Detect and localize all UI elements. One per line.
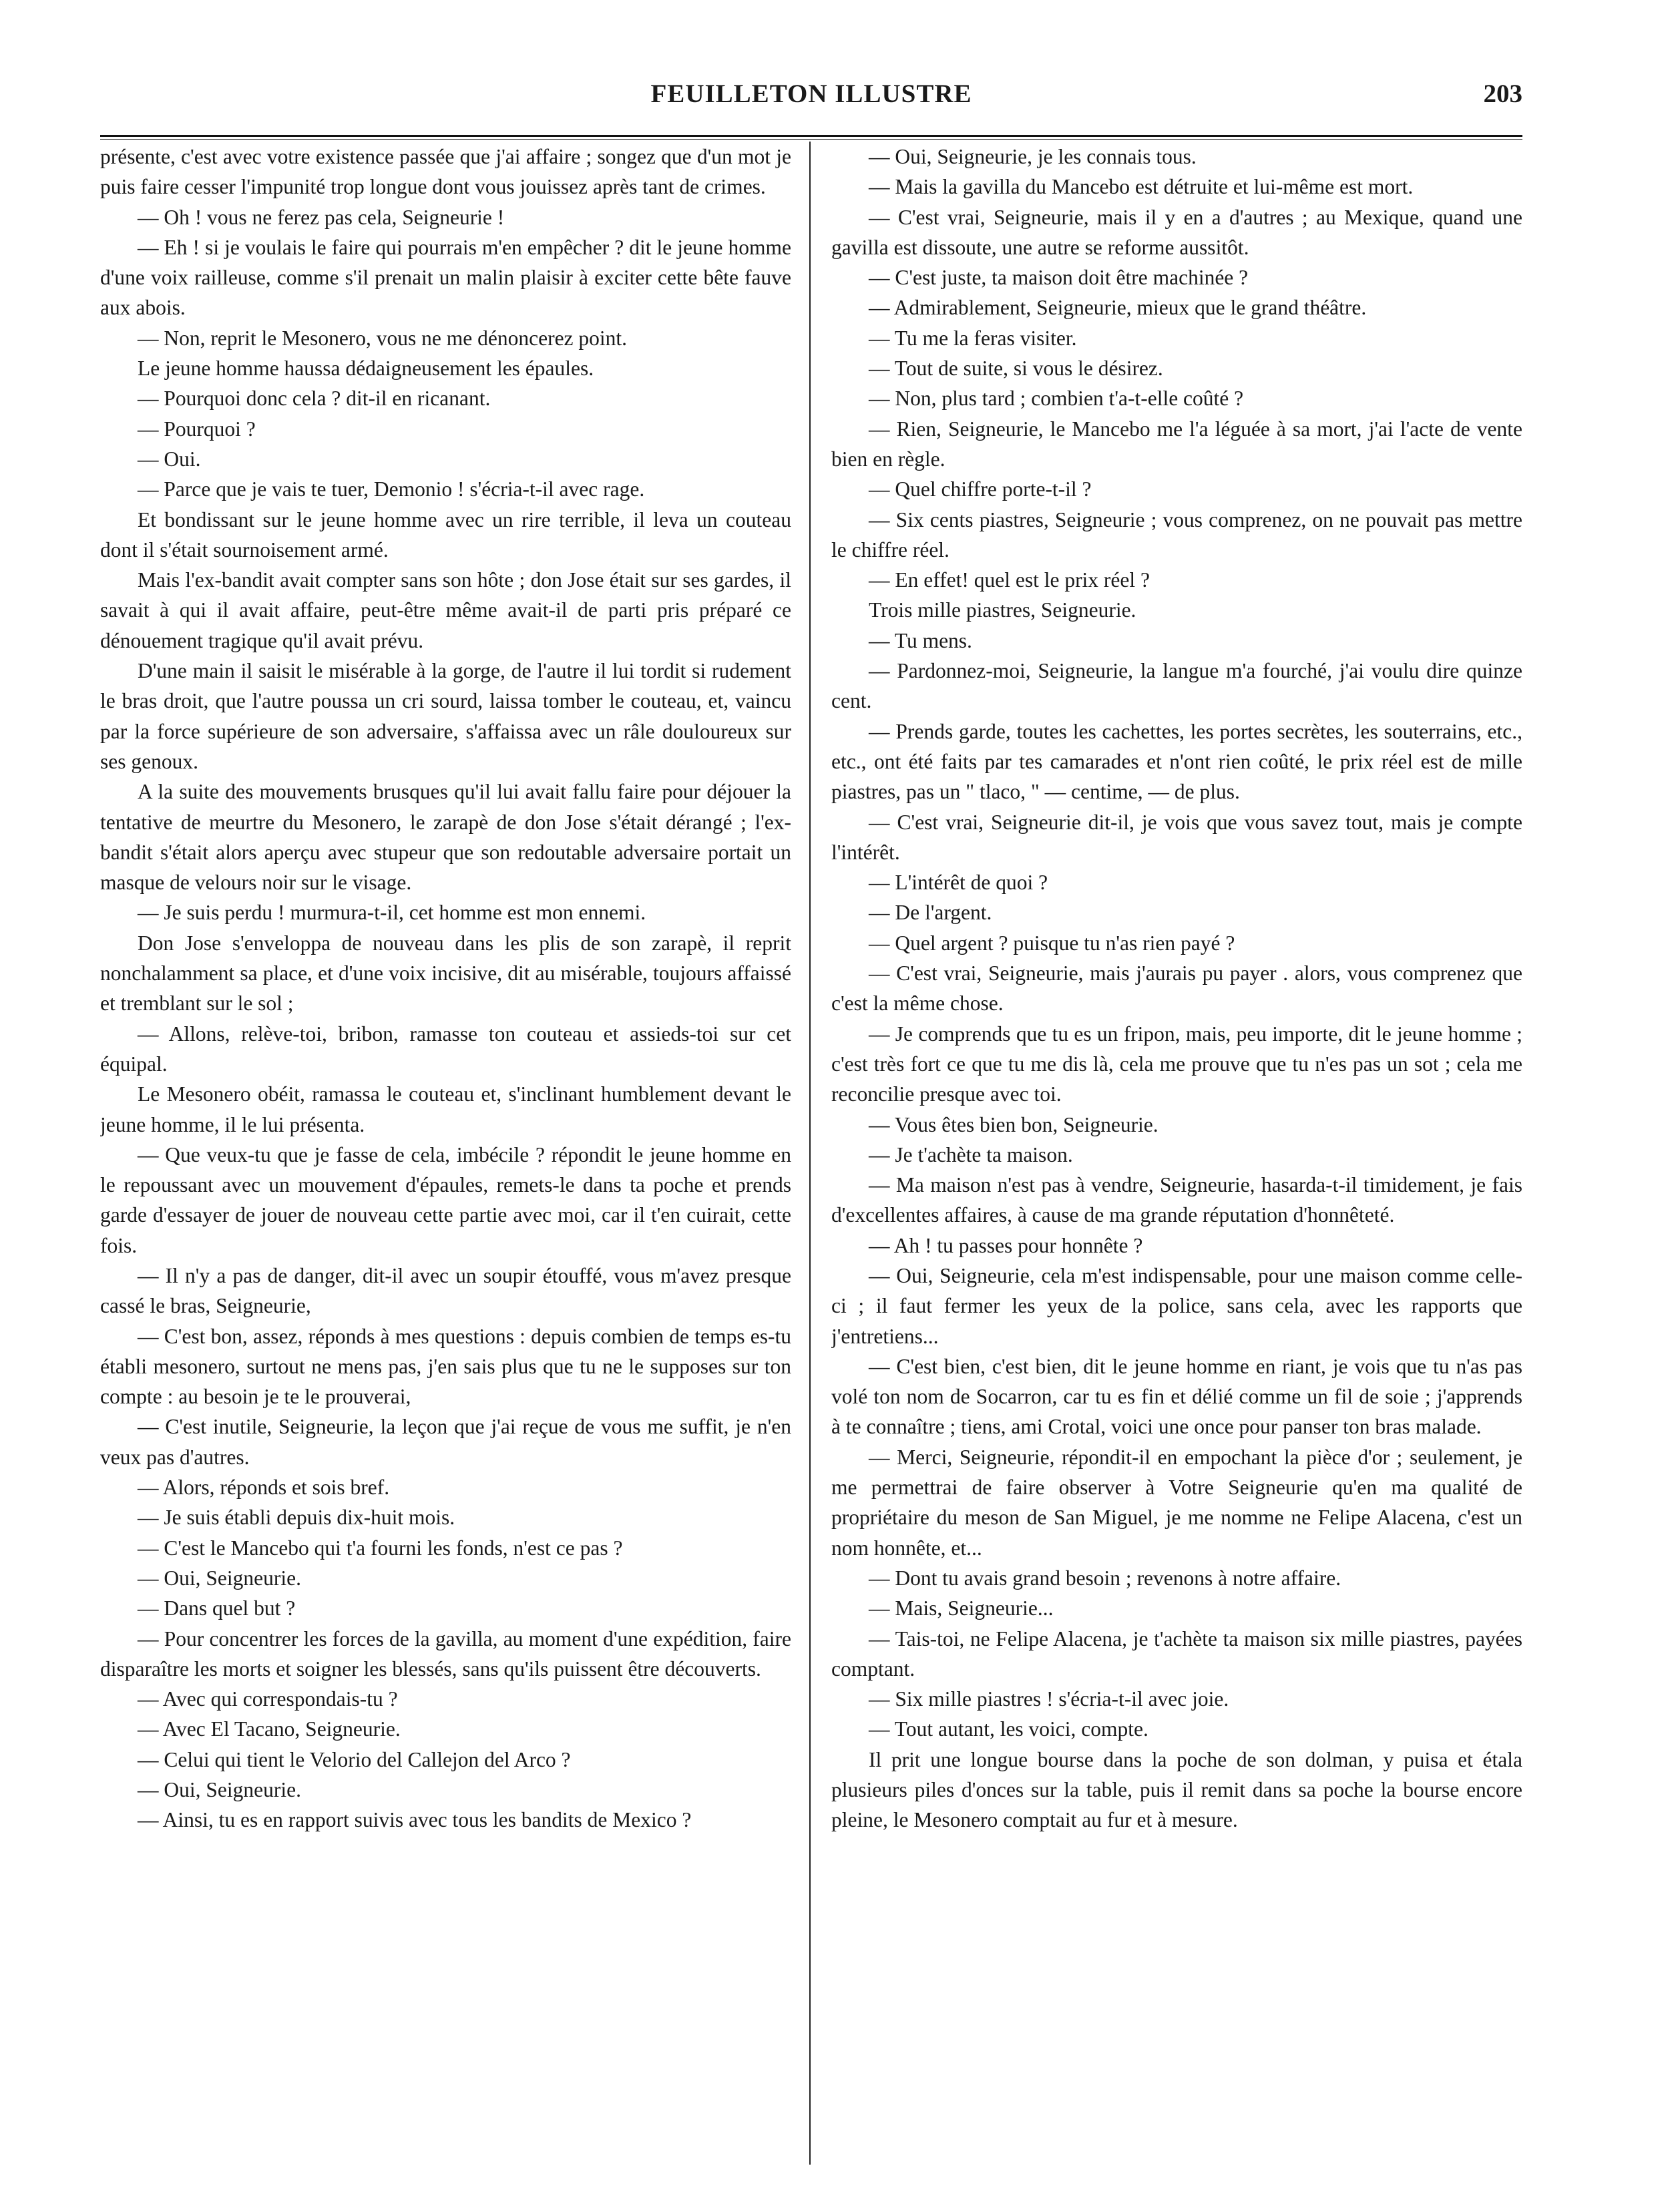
paragraph: — Tu me la feras visiter. — [869, 326, 1077, 350]
page-header — [100, 79, 1522, 126]
paragraph: — Tout de suite, si vous le désirez. — [869, 357, 1163, 381]
paragraph: — Alors, réponds et sois bref. — [138, 1476, 390, 1500]
paragraph: — Oui, Seigneurie, je les connais tous. — [869, 145, 1197, 168]
paragraph: — Mais, Seigneurie... — [869, 1596, 1054, 1620]
paragraph: — Oh ! vous ne ferez pas cela, Seigneurie ! — [138, 205, 505, 229]
paragraph: — Ah ! tu passes pour honnête ? — [869, 1233, 1143, 1257]
paragraph: A la suite des mouvements brusques qu'il lui avait fallu faire pour déjouer la tentative de meurtre du Mesonero, le zarapè de don Jose s'était dérangé ; l'ex-bandit s'était alors aperçu avec stupeur que son redoutable adversaire portait un masque de velours noir sur le visage. — [100, 780, 791, 895]
paragraph: Le jeune homme haussa dédaigneusement les épaules. — [138, 357, 594, 381]
paragraph: — Non, plus tard ; combien t'a-t-elle coûté ? — [869, 387, 1244, 411]
paragraph: — C'est vrai, Seigneurie, mais j'aurais pu payer . alors, vous comprenez que c'est la même chose. — [831, 961, 1522, 1016]
paragraph: — Eh ! si je voulais le faire qui pourrais m'en empêcher ? dit le jeune homme d'une voix railleuse, comme s'il prenait un malin plaisir à exciter cette bête fauve aux abois. — [100, 235, 791, 320]
paragraph: — C'est juste, ta maison doit être machinée ? — [869, 266, 1249, 290]
paragraph: — Que veux-tu que je fasse de cela, imbécile ? répondit le jeune homme en le repoussant avec un mouvement d'épaules, remets-le dans ta poche et prends garde d'essayer de jouer de nouveau cette partie avec moi, car il t'en cuirait, cette fois. — [100, 1142, 791, 1257]
left-column — [100, 142, 791, 2185]
paragraph: — Six mille piastres ! s'écria-t-il avec joie. — [869, 1687, 1229, 1711]
header-rule — [100, 135, 1522, 140]
paragraph: — Parce que je vais te tuer, Demonio ! s'écria-t-il avec rage. — [138, 477, 645, 501]
paragraph: D'une main il saisit le misérable à la gorge, de l'autre il lui tordit si rudement le bras droit, que l'autre poussa un cri sourd, laissa tomber le couteau, et, vaincu par la force supérieure de son adversaire, s'affaissa avec un râle douloureux sur ses genoux. — [100, 659, 791, 773]
paragraph: Le Mesonero obéit, ramassa le couteau et, s'inclinant humblement devant le jeune homme, il le lui présenta. — [100, 1082, 791, 1136]
paragraph: — Rien, Seigneurie, le Mancebo me l'a léguée à sa mort, j'ai l'acte de vente bien en règle. — [831, 417, 1522, 471]
paragraph: — C'est vrai, Seigneurie, mais il y en a d'autres ; au Mexique, quand une gavilla est dissoute, une autre se reforme aussitôt. — [831, 205, 1522, 259]
paragraph: Trois mille piastres, Seigneurie. — [869, 598, 1136, 622]
paragraph: — Celui qui tient le Velorio del Callejon del Arco ? — [138, 1747, 571, 1771]
paragraph: — C'est bien, c'est bien, dit le jeune homme en riant, je vois que tu n'as pas volé ton nom de Socarron, car tu es fin et délié comme un fil de soie ; j'apprends à te connaître ; tiens, ami Crotal, voici une once pour panser ton bras malade. — [831, 1354, 1522, 1439]
paragraph: — Quel chiffre porte-t-il ? — [869, 477, 1092, 501]
paragraph: — Dont tu avais grand besoin ; revenons à notre affaire. — [869, 1566, 1341, 1590]
paragraph: — Je comprends que tu es un fripon, mais, peu importe, dit le jeune homme ; c'est très fort ce que tu me dis là, cela me prouve que tu n'es pas un sot ; cela me reconcilie presque avec toi. — [831, 1022, 1522, 1106]
paragraph: — Dans quel but ? — [138, 1596, 296, 1620]
paragraph: Don Jose s'enveloppa de nouveau dans les plis de son zarapè, il reprit nonchalamment sa place, et d'une voix incisive, dit au misérable, toujours affaissé et tremblant sur le sol ; — [100, 931, 791, 1016]
paragraph: — Tu mens. — [869, 628, 972, 652]
right-column — [831, 142, 1522, 2185]
paragraph: Il prit une longue bourse dans la poche de son dolman, y puisa et étala plusieurs piles d'onces sur la table, puis il remit dans sa poche la bourse encore pleine, le Mesonero comptait au fur et à mesure. — [831, 1747, 1522, 1832]
paragraph: — Ma maison n'est pas à vendre, Seigneurie, hasarda-t-il timidement, je fais d'excellentes affaires, à cause de ma grande réputation d'honnêteté. — [831, 1173, 1522, 1227]
paragraph: — Non, reprit le Mesonero, vous ne me dénoncerez point. — [138, 326, 628, 350]
paragraph: — L'intérêt de quoi ? — [869, 871, 1048, 895]
paragraph: — Oui, Seigneurie. — [138, 1778, 301, 1802]
paragraph: — C'est bon, assez, réponds à mes questions : depuis combien de temps es-tu établi mesonero, surtout ne mens pas, j'en sais plus que tu ne le supposes sur ton compte : au besoin je te le prouverai, — [100, 1324, 791, 1409]
paragraph: — Prends garde, toutes les cachettes, les portes secrètes, les souterrains, etc., etc., ont été faits par tes camarades et n'ont rien coûté, le prix réel est de mille piastres, pas un " tlaco, " — centime, — de plus. — [831, 719, 1522, 804]
running-title: FEUILLETON ILLUSTRE — [650, 79, 972, 108]
paragraph: — Quel argent ? puisque tu n'as rien payé ? — [869, 931, 1235, 955]
paragraph: — Je suis perdu ! murmura-t-il, cet homme est mon ennemi. — [138, 901, 646, 925]
paragraph: — Oui, Seigneurie, cela m'est indispensable, pour une maison comme celle-ci ; il faut fermer les yeux de la police, sans cela, avec les rapports que j'entretiens... — [831, 1263, 1522, 1348]
paragraph: — Pour concentrer les forces de la gavilla, au moment d'une expédition, faire disparaître les morts et soigner les blessés, sans qu'ils puissent être découverts. — [100, 1626, 791, 1681]
paragraph: — Avec qui correspondais-tu ? — [138, 1687, 398, 1711]
paragraph: — Vous êtes bien bon, Seigneurie. — [869, 1112, 1159, 1136]
paragraph: présente, c'est avec votre existence passée que j'ai affaire ; songez que d'un mot je puis faire cesser l'impunité trop longue dont vous jouissez après tant de crimes. — [100, 145, 791, 199]
paragraph: — Avec El Tacano, Seigneurie. — [138, 1717, 401, 1741]
paragraph: — Pourquoi donc cela ? dit-il en ricanant. — [138, 387, 491, 411]
paragraph: — En effet! quel est le prix réel ? — [869, 568, 1150, 592]
paragraph: — Il n'y a pas de danger, dit-il avec un soupir étouffé, vous m'avez presque cassé le bras, Seigneurie, — [100, 1263, 791, 1318]
paragraph: Mais l'ex-bandit avait compter sans son hôte ; don Jose était sur ses gardes, il savait à qui il avait affaire, peut-être même avait-il de parti pris préparé ce dénouement tragique qu'il avait prévu. — [100, 568, 791, 652]
paragraph: — Six cents piastres, Seigneurie ; vous comprenez, on ne pouvait pas mettre le chiffre réel. — [831, 507, 1522, 562]
paragraph: — Tais-toi, ne Felipe Alacena, je t'achète ta maison six mille piastres, payées comptant. — [831, 1626, 1522, 1681]
paragraph: — Pourquoi ? — [138, 417, 256, 441]
paragraph: — Oui. — [138, 447, 201, 471]
paragraph: — Admirablement, Seigneurie, mieux que le grand théâtre. — [869, 296, 1367, 320]
paragraph: — Oui, Seigneurie. — [138, 1566, 301, 1590]
page-number: 203 — [1483, 79, 1522, 108]
paragraph: — Je t'achète ta maison. — [869, 1142, 1073, 1166]
paragraph: — Mais la gavilla du Mancebo est détruite et lui-même est mort. — [869, 175, 1414, 199]
paragraph: — Je suis établi depuis dix-huit mois. — [138, 1506, 455, 1530]
paragraph: — De l'argent. — [869, 901, 992, 925]
paragraph: — Merci, Seigneurie, répondit-il en empochant la pièce d'or ; seulement, je me permettrai de faire observer à Votre Seigneurie qu'en ma qualité de propriétaire du meson de San Miguel, je me nomme ne Felipe Alacena, c'est un nom honnête, et... — [831, 1445, 1522, 1560]
paragraph: — Allons, relève-toi, bribon, ramasse ton couteau et assieds-toi sur cet équipal. — [100, 1022, 791, 1076]
column-divider — [809, 142, 811, 2165]
paragraph: — Tout autant, les voici, compte. — [869, 1717, 1148, 1741]
paragraph: — Pardonnez-moi, Seigneurie, la langue m'a fourché, j'ai voulu dire quinze cent. — [831, 659, 1522, 713]
paragraph: — C'est le Mancebo qui t'a fourni les fonds, n'est ce pas ? — [138, 1536, 623, 1560]
paragraph: — Ainsi, tu es en rapport suivis avec tous les bandits de Mexico ? — [138, 1808, 692, 1832]
paragraph: — C'est inutile, Seigneurie, la leçon que j'ai reçue de vous me suffit, je n'en veux pas d'autres. — [100, 1415, 791, 1469]
paragraph: — C'est vrai, Seigneurie dit-il, je vois que vous savez tout, mais je compte l'intérêt. — [831, 810, 1522, 864]
paragraph: Et bondissant sur le jeune homme avec un rire terrible, il leva un couteau dont il s'était sournoisement armé. — [100, 507, 791, 562]
